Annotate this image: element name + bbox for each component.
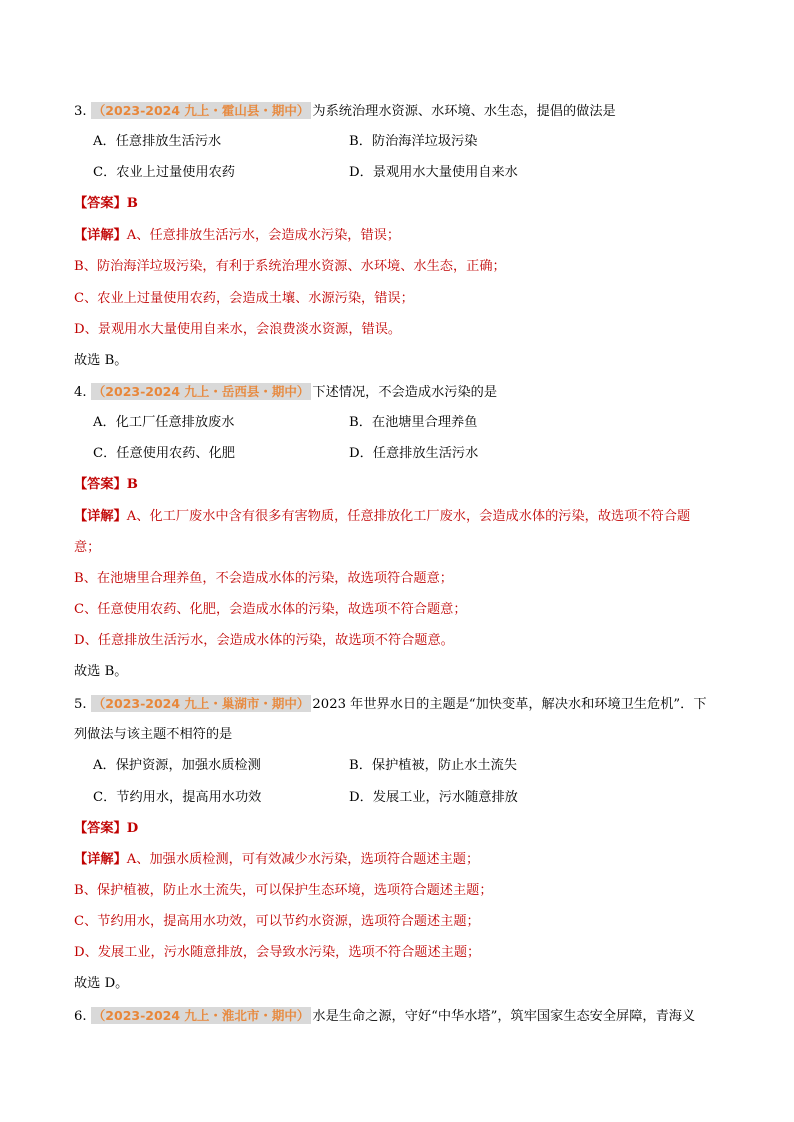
question-stem: 水是生命之源，守好“中华水塔”，筑牢国家生态安全屏障，青海义 [312, 1009, 696, 1024]
question-stem: 为系统治理水资源、水环境、水生态，提倡的做法是 [312, 104, 616, 119]
detail-line: D、任意排放生活污水，会造成水体的污染，故选项不符合题意。 [74, 633, 454, 648]
source-tag: （2023-2024 九上・岳西县・期中） [92, 384, 310, 399]
detail-line: C、任意使用农药、化肥，会造成水体的污染，故选项不符合题意； [74, 602, 467, 617]
detail-line: 意； [74, 540, 101, 555]
option-a: A．化工厂任意排放废水 [93, 415, 235, 430]
answer-value: B [126, 477, 138, 492]
source-tag: （2023-2024 九上・巢湖市・期中） [92, 696, 310, 711]
answer-label: 【答案】 [74, 821, 127, 836]
question-number: 6. [74, 1009, 87, 1024]
detail-text: A、加强水质检测，可有效减少水污染，选项符合题述主题； [126, 852, 480, 867]
detail-line: D、发展工业，污水随意排放，会导致水污染，选项不符合题述主题； [74, 945, 481, 960]
question-6-stem-line [74, 1006, 695, 1027]
question-number: 3. [74, 104, 87, 119]
option-c: C．节约用水，提高用水功效 [93, 790, 262, 805]
option-c: C．农业上过量使用农药 [93, 165, 235, 180]
option-a: A．保护资源，加强水质检测 [93, 758, 261, 773]
answer-label: 【答案】 [74, 477, 127, 492]
detail-text: A、化工厂废水中含有很多有害物质，任意排放化工厂废水，会造成水体的污染，故选项不符合题 [126, 509, 691, 524]
detail-line: C、农业上过量使用农药，会造成土壤、水源污染，错误； [74, 291, 414, 306]
option-b: B．保护植被，防止水土流失 [349, 758, 517, 773]
option-d: D．任意排放生活污水 [349, 446, 479, 461]
question-3-stem-line [74, 101, 616, 122]
answer-line [74, 819, 138, 839]
source-tag: （2023-2024 九上・淮北市・期中） [92, 1008, 310, 1023]
conclusion: 故选 B。 [74, 664, 128, 679]
question-number: 4. [74, 385, 87, 400]
option-d: D．景观用水大量使用自来水 [349, 165, 518, 180]
question-stem: 2023 年世界水日的主题是“加快变革，解决水和环境卫生危机”．下 [312, 697, 707, 712]
option-c: C．任意使用农药、化肥 [93, 446, 235, 461]
detail-line: D、景观用水大量使用自来水，会浪费淡水资源，错误。 [74, 322, 402, 337]
detail-line: B、在池塘里合理养鱼，不会造成水体的污染，故选项符合题意； [74, 571, 453, 586]
detail-label: 【详解】 [74, 228, 127, 243]
detail-label: 【详解】 [74, 852, 127, 867]
answer-line [74, 475, 138, 495]
detail-line [74, 507, 690, 527]
option-b: B．在池塘里合理养鱼 [349, 415, 478, 430]
detail-line: B、保护植被，防止水土流失，可以保护生态环境，选项符合题述主题； [74, 883, 493, 898]
question-stem: 下述情况，不会造成水污染的是 [312, 385, 498, 400]
conclusion: 故选 B。 [74, 353, 128, 368]
source-tag: （2023-2024 九上・霍山县・期中） [92, 103, 310, 118]
detail-text: A、任意排放生活污水，会造成水污染，错误； [126, 228, 401, 243]
detail-label: 【详解】 [74, 509, 127, 524]
conclusion: 故选 D。 [74, 976, 129, 991]
detail-line [74, 226, 400, 246]
question-number: 5. [74, 697, 87, 712]
answer-value: D [126, 821, 139, 836]
detail-line: C、节约用水，提高用水功效，可以节约水资源，选项符合题述主题； [74, 914, 480, 929]
answer-value: B [126, 196, 138, 211]
option-a: A．任意排放生活污水 [93, 134, 222, 149]
option-b: B．防治海洋垃圾污染 [349, 134, 478, 149]
question-stem-continued: 列做法与该主题不相符的是 [74, 727, 233, 742]
detail-line [74, 850, 479, 870]
answer-line [74, 194, 138, 214]
question-4-stem-line [74, 382, 497, 403]
option-d: D．发展工业，污水随意排放 [349, 790, 518, 805]
answer-label: 【答案】 [74, 196, 127, 211]
question-5-stem-line [74, 694, 707, 715]
detail-line: B、防治海洋垃圾污染，有利于系统治理水资源、水环境、水生态，正确； [74, 259, 506, 274]
